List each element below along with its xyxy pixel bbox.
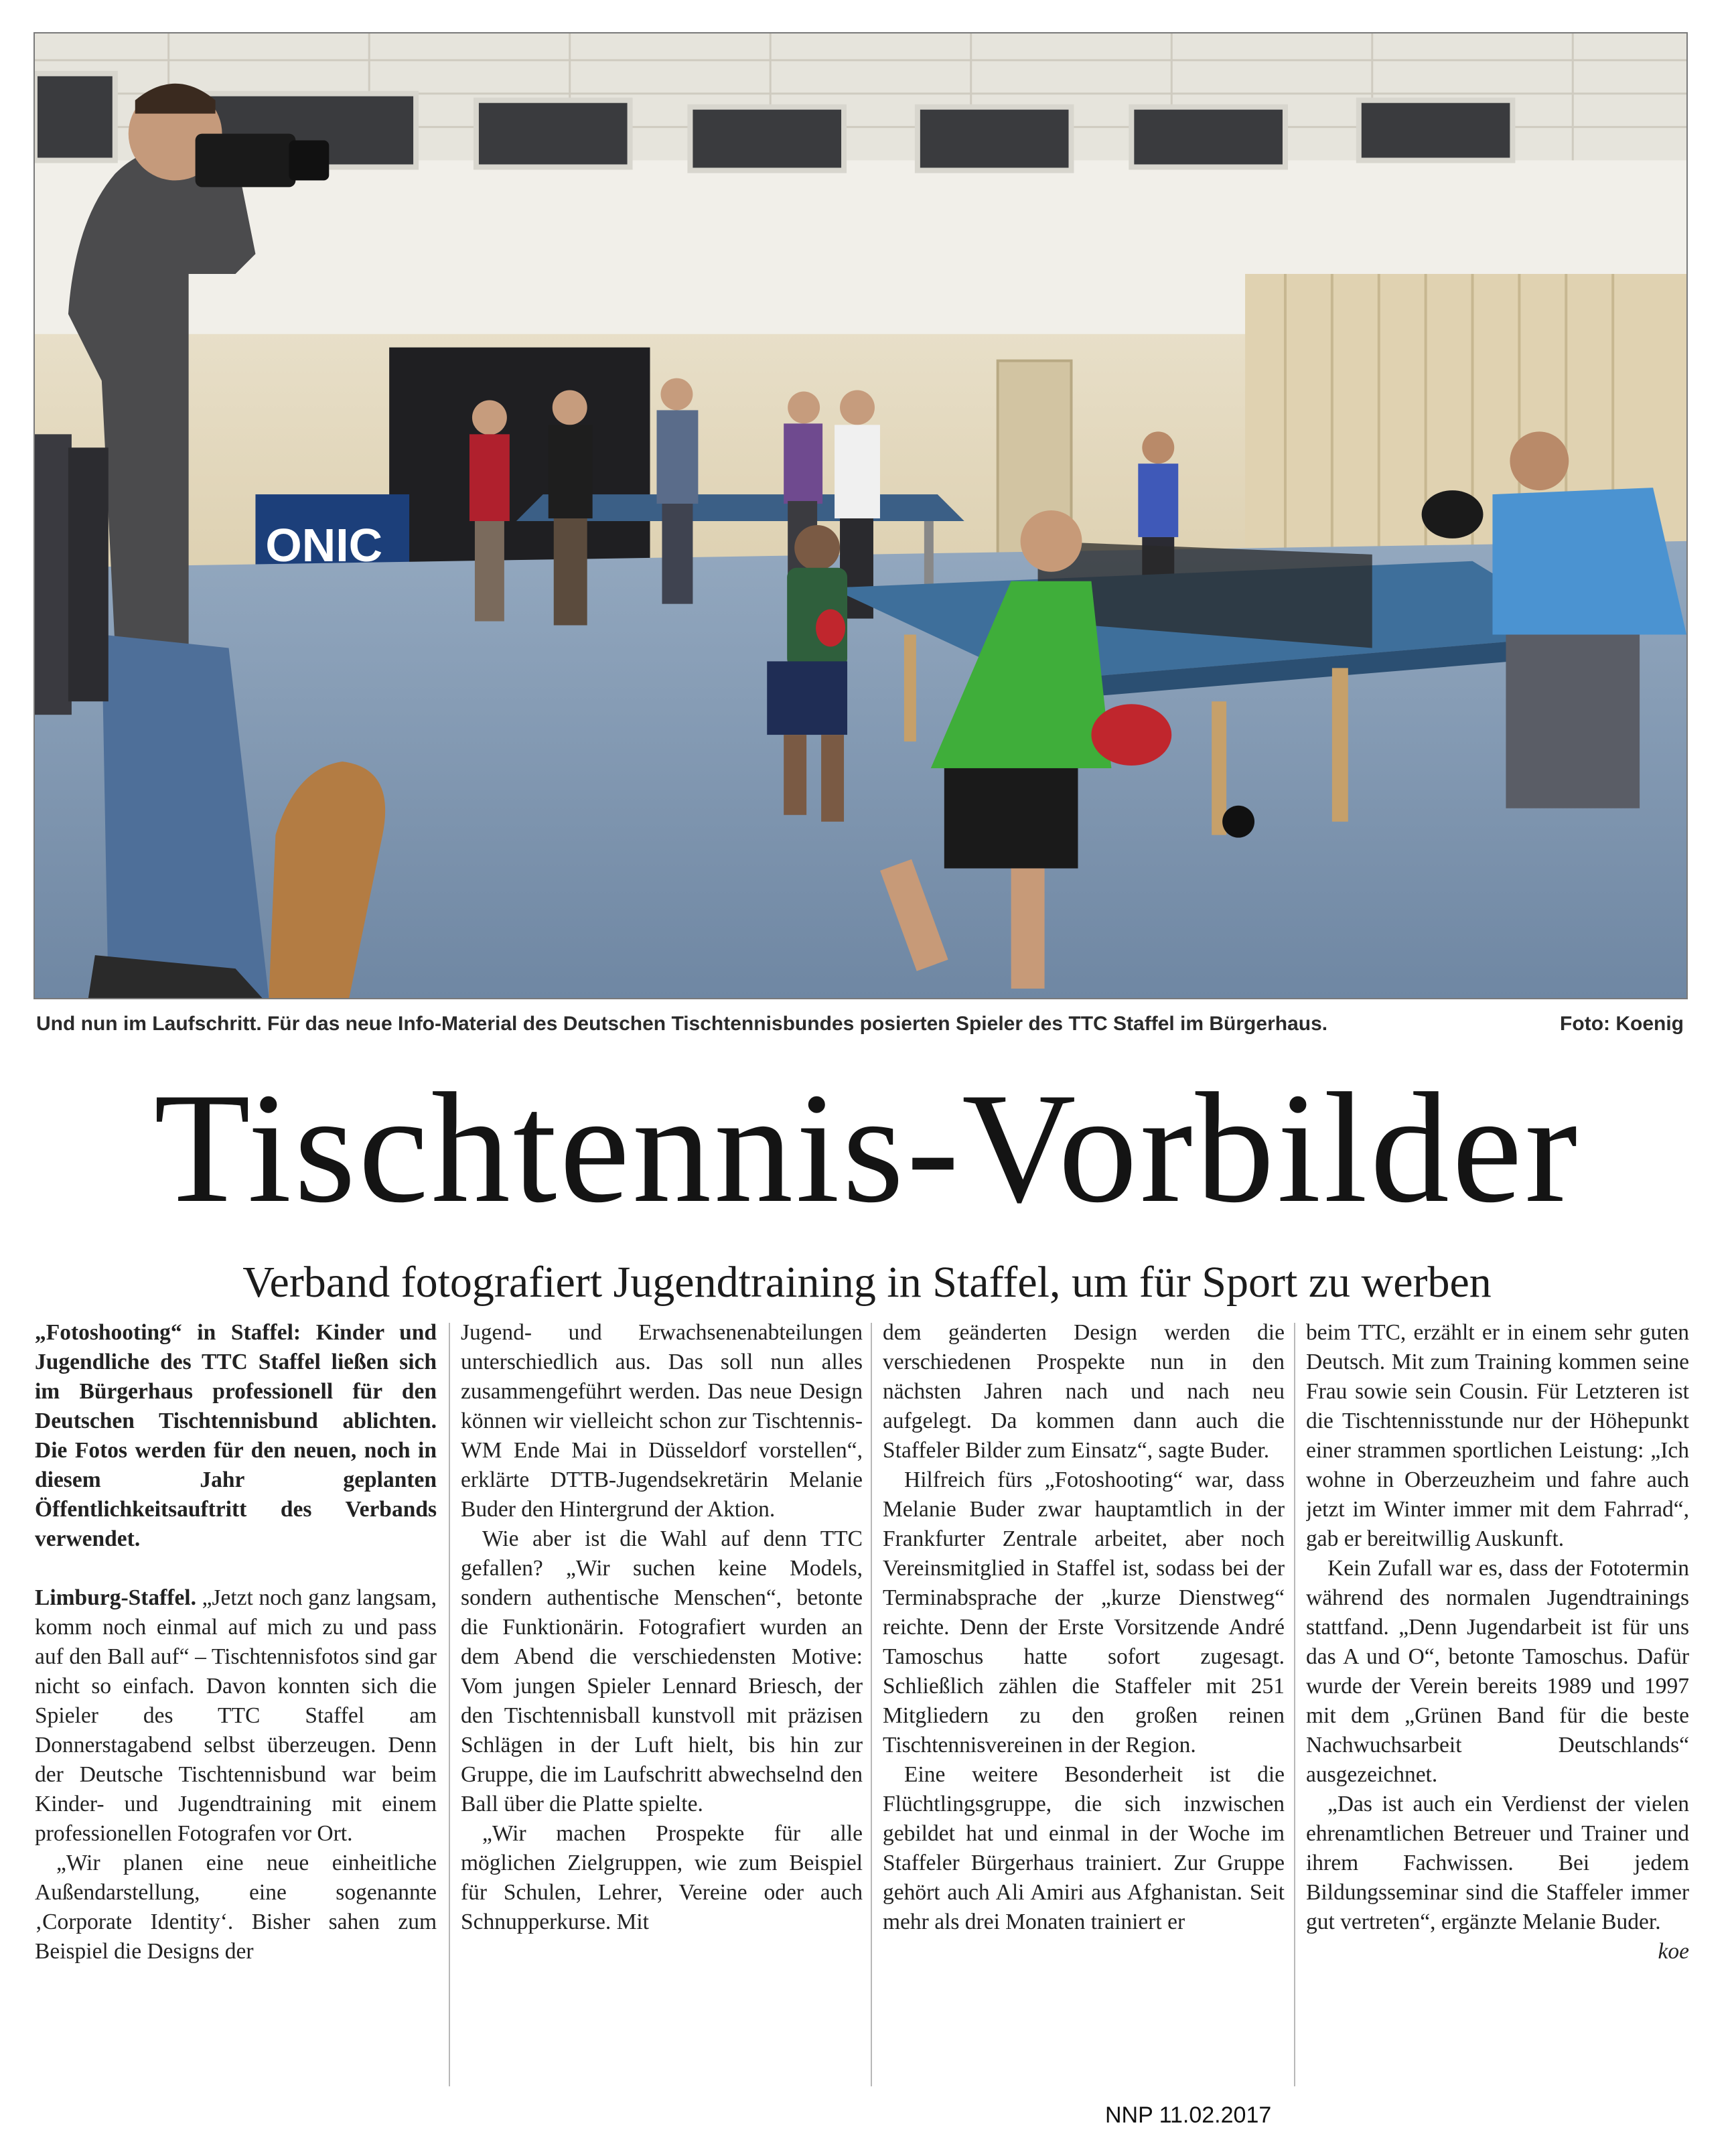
dark-doorway bbox=[389, 348, 650, 588]
paddle-icon bbox=[1422, 490, 1484, 538]
article-paragraph: Jugend- und Erwachsenenabteilungen unterschiedlich aus. Das soll nun alles zusammengeführt werden. Das neue Design können wir vielleicht schon zur Tischtennis-WM Ende Mai in Düsseldorf vorstellen“, erklärte DTTB-Jugendsekretärin Melanie Buder den Hintergrund der Aktion. bbox=[461, 1320, 863, 1522]
camera-icon bbox=[196, 134, 296, 188]
publication-date-stamp: NNP 11.02.2017 bbox=[1105, 2102, 1272, 2128]
article-paragraph: dem geänderten Design werden die verschiedenen Prospekte nun in den nächsten Jahren nach und nach neu aufgelegt. Da kommen dann auch die Staffeler Bilder zum Einsatz“, sagte Buder. bbox=[883, 1320, 1285, 1463]
column-rule bbox=[449, 1323, 450, 2086]
article-column-1 bbox=[35, 1318, 437, 2095]
left-spectators bbox=[35, 434, 109, 715]
article-paragraph: Wie aber ist die Wahl auf denn TTC gefallen? „Wir suchen keine Models, sondern authentische Menschen“, betonte die Funktionärin. Fotografiert wurden an dem Abend die verschiedensten Motive: Vom jungen Spieler Lennard Briesch, der den Tischtennisball kunstvoll mit präzisen Schlägen in der Luft hielt, bis hin zur Gruppe, die im Laufschritt abwechselnd den Ball über die Platte spielte. bbox=[461, 1526, 863, 1816]
author-signature: koe bbox=[1658, 1939, 1689, 1964]
table-tennis-photo bbox=[33, 32, 1688, 999]
article-paragraph: „Wir planen eine neue einheitliche Außendarstellung, eine sogenannte ‚Corporate Identity‘. Bisher sahen zum Beispiel die Designs der bbox=[35, 1851, 437, 1964]
article-paragraph: Hilfreich fürs „Fotoshooting“ war, dass Melanie Buder zwar hauptamtlich in der Frankfurter Zentrale arbeitet, aber noch Vereinsmitglied in Staffel ist, sodass bei der Terminabsprache der „kurze Dienstweg“ reichte. Denn der Erste Vorsitzende André Tamoschus hatte sofort zugesagt. Schließlich zählen die Staffeler mit 251 Mitgliedern zu den großen reinen Tischtennisvereinen in der Region. bbox=[883, 1467, 1285, 1757]
article-paragraph: „Wir machen Prospekte für alle möglichen Zielgruppen, wie zum Beispiel für Schulen, Lehrer, Vereine oder auch Schnupperkurse. Mit bbox=[461, 1821, 863, 1934]
article-paragraph: Kein Zufall war es, dass der Fototermin während des normalen Jugendtrainings stattfand. „Denn Jugendarbeit ist für uns das A und O“, betonte Tamoschus. Dafür wurde der Verein bereits 1989 und 1997 mit dem „Grünen Band für die beste Nachwuchsarbeit Deutschlands“ ausgezeichnet. bbox=[1306, 1556, 1689, 1787]
caption-text: Und nun im Laufschritt. Für das neue Info-Material des Deutschen Tischtennisbundes posierten Spieler des TTC Staffel im Bürgerhaus. bbox=[36, 1013, 1328, 1035]
article-headline: Tischtennis-Vorbilder bbox=[153, 1061, 1581, 1236]
article-column-3 bbox=[883, 1318, 1285, 2095]
article-lead: „Fotoshooting“ in Staffel: Kinder und Jugendliche des TTC Staffel ließen sich im Bürgerhaus professionell für den Deutschen Tischtennisbund ablichten. Die Fotos werden für den neuen, noch in diesem Jahr geplanten Öffentlichkeitsauftritt des Verbands verwendet. bbox=[35, 1320, 437, 1551]
article-column-4 bbox=[1306, 1318, 1689, 2095]
column-rule bbox=[871, 1323, 872, 2086]
banner-text: ONIC bbox=[265, 518, 383, 571]
paddle-icon bbox=[816, 609, 845, 647]
article-column-2 bbox=[461, 1318, 863, 2095]
photo-credit: Foto: Koenig bbox=[1560, 1013, 1684, 1035]
article-paragraph: Limburg-Staffel. „Jetzt noch ganz langsam, komm noch einmal auf mich zu und pass auf den Ball auf“ – Tischtennisfotos sind gar nicht so einfach. Davon konnten sich die Spieler des TTC Staffel am Donnerstagabend selbst überzeugen. Denn der Deutsche Tischtennisbund war beim Kinder- und Jugendtraining mit einem professionellen Fotografen vor Ort. bbox=[35, 1585, 437, 1846]
photo-caption bbox=[36, 1009, 1688, 1039]
article-paragraph: beim TTC, erzählt er in einem sehr guten Deutsch. Mit zum Training kommen seine Frau sowie sein Cousin. Für Letzteren ist die Tischtennisstunde nur der Höhepunkt einer strammen sportlichen Leistung: „Ich wohne in Oberzeuzheim und fahre auch jetzt im Winter immer mit dem Fahrrad“, gab er bereitwillig Auskunft. bbox=[1306, 1320, 1689, 1551]
article-subheadline: Verband fotografiert Jugendtraining in Staffel, um für Sport zu werben bbox=[242, 1258, 1492, 1307]
column-rule bbox=[1294, 1323, 1295, 2086]
article-paragraph: Eine weitere Besonderheit ist die Flüchtlingsgruppe, die sich inzwischen gebildet hat und einmal in der Woche im Staffeler Bürgerhaus trainiert. Zur Gruppe gehört auch Ali Amiri aus Afghanistan. Seit mehr als drei Monaten trainiert er bbox=[883, 1762, 1285, 1934]
article-paragraph: „Das ist auch ein Verdienst der vielen ehrenamtlichen Betreuer und Trainer und ihrem Fachwissen. Bei jedem Bildungsseminar sind die Staffeler immer gut vertreten“, ergänzte Melanie Buder. koe bbox=[1306, 1790, 1689, 1937]
dateline: Limburg-Staffel. bbox=[35, 1585, 196, 1610]
paddle-icon bbox=[1091, 704, 1171, 766]
